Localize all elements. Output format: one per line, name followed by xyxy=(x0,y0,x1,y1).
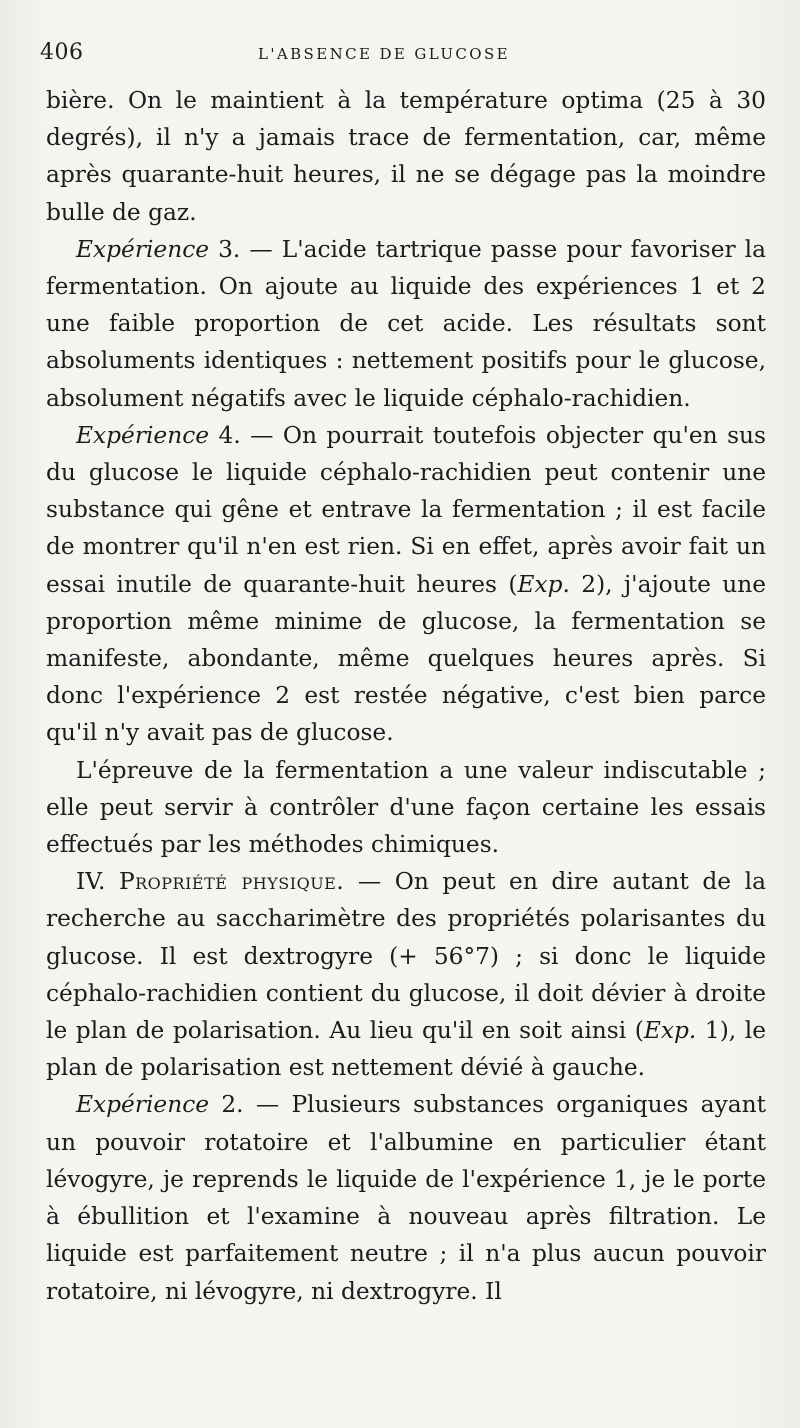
section-heading: Propriété physique. xyxy=(118,868,345,896)
experience-number: 2. xyxy=(209,1091,244,1119)
experience-title: Expérience xyxy=(76,1091,210,1119)
paragraph-experience-4 xyxy=(46,417,766,752)
page-header xyxy=(40,40,765,76)
paragraph-continuation xyxy=(46,82,766,231)
experience-title: Expérience xyxy=(76,235,210,263)
paragraph-text: bière. On le maintient à la température optima (25 à 30 degrés), il n'y a jamais trace de fermentation, car, même après quarante-huit heures, il ne se dégage pas la moindre bulle de gaz. xyxy=(46,87,766,226)
paragraph-text: 2), j'ajoute une proportion même minime de glucose, la fermentation se manifeste, abondante, même quelques heures après. Si donc l'expérience 2 est restée négative, c'est bien parce qu'il n'y avait pas de glucose. xyxy=(46,570,767,747)
experience-number: 3. xyxy=(209,235,241,263)
experience-number: 4. xyxy=(209,421,241,449)
paragraph-text: — On pourrait toutefois objecter qu'en sus du glucose le liquide céphalo-rachidien peut contenir une substance qui gêne et entrave la fermentation ; il est facile de montrer qu'il n'en est rien. Si en effet, après avoir fait un essai inutile de quarante-huit heures ( xyxy=(46,421,766,598)
paragraph-text: L'épreuve de la fermentation a une valeur indiscutable ; elle peut servir à contrôler d'une façon certaine les essais effectués par les méthodes chimiques. xyxy=(46,756,766,859)
paragraph-text: 1), le plan de polarisation est nettement dévié à gauche. xyxy=(46,1017,766,1082)
running-head: L'ABSENCE DE GLUCOSE xyxy=(258,45,510,63)
section-number: IV. xyxy=(76,868,119,896)
experience-reference: Exp. xyxy=(643,1017,697,1045)
body-text xyxy=(46,82,766,1310)
paragraph-fermentation-test xyxy=(46,752,766,864)
paragraph-text: — L'acide tartrique passe pour favoriser la fermentation. On ajoute au liquide des expériences 1 et 2 une faible proportion de cet acide. Les résultats sont absoluments identiques : nettement positifs pour le glucose, absolument négatifs avec le liquide céphalo-rachidien. xyxy=(46,235,766,412)
paragraph-experience-3 xyxy=(46,231,766,417)
experience-title: Expérience xyxy=(76,421,210,449)
page-number: 406 xyxy=(40,40,84,65)
paragraph-text: — On peut en dire autant de la recherche au saccharimètre des propriétés polarisantes du glucose. Il est dextrogyre (+ 56°7) ; si donc le liquide céphalo-rachidien contient du glucose, il doit dévier à droite le plan de polarisation. Au lieu qu'il en soit ainsi ( xyxy=(46,868,766,1045)
paragraph-section-iv xyxy=(46,863,766,1086)
paragraph-experience-2 xyxy=(46,1086,766,1309)
experience-reference: Exp. xyxy=(517,570,570,598)
paragraph-text: — Plusieurs substances organiques ayant un pouvoir rotatoire et l'albumine en particulier étant lévogyre, je reprends le liquide de l'expérience 1, je le porte à ébullition et l'examine à nouveau après filtration. Le liquide est parfaitement neutre ; il n'a plus aucun pouvoir rotatoire, ni lévogyre, ni dextrogyre. Il xyxy=(46,1091,766,1305)
